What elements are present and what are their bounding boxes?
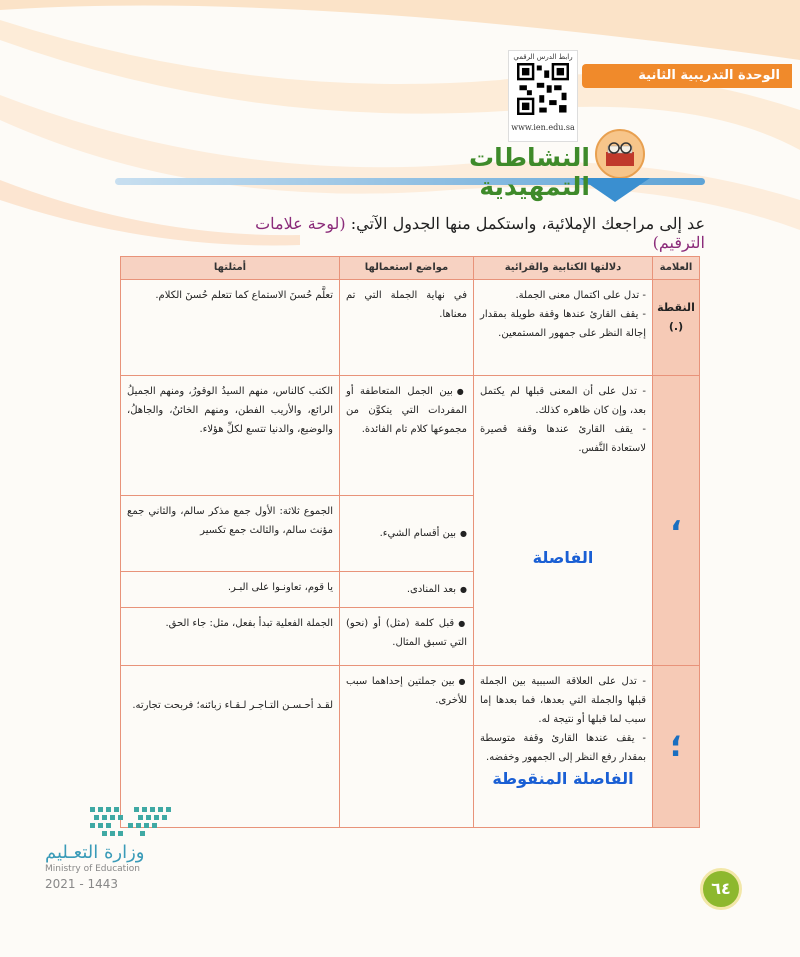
instruction-text: [200, 214, 705, 252]
section-title: النشاطات التمهيدية: [468, 143, 590, 201]
semicolon-meaning-1: - تدل على العلاقة السببية بين الجملة قبلها والجملة التي بعدها، فما بعدها إما سبب لما قبلها أو نتيجة له.: [480, 676, 646, 725]
semicolon-meaning: [474, 666, 653, 828]
table-row: [121, 280, 700, 376]
comma-example-2: الجموع ثلاثة: الأول جمع مذكر سالم، والثاني جمع مؤنث سالم، والثالث جمع تكسير: [121, 496, 340, 572]
ministry-name-ar: وزارة التعـليم: [45, 842, 145, 863]
comma-place-4-text: قبل كلمة (مثل) أو (نحو) التي تسبق المثال.: [346, 618, 467, 648]
comma-symbol: ،: [670, 502, 682, 538]
period-cell: [653, 280, 700, 376]
comma-place-2-text: بين أقسام الشيء.: [379, 528, 457, 539]
qr-card[interactable]: [508, 50, 578, 142]
period-meaning-1: - تدل على اكتمال معنى الجملة.: [515, 290, 646, 301]
period-name: النقطة: [657, 301, 695, 314]
bullet-icon: [455, 676, 467, 687]
period-meaning: [474, 280, 653, 376]
ministry-name-en: Ministry of Education: [45, 864, 140, 874]
semicolon-symbol: ؛: [670, 728, 682, 764]
table-row: [121, 376, 700, 496]
semicolon-cell: [653, 666, 700, 828]
page-number: ٦٤: [700, 868, 742, 910]
semicolon-name: الفاصلة المنقوطة: [492, 769, 634, 788]
header-examples: أمثلتها: [121, 257, 340, 280]
comma-name: الفاصلة: [532, 548, 594, 567]
comma-place-3-text: بعد المنادى.: [406, 584, 457, 595]
table-row: [121, 666, 700, 828]
header-mark: العلامة: [653, 257, 700, 280]
bullet-icon: [453, 386, 467, 397]
period-place: في نهاية الجملة التي تم معناها.: [340, 280, 474, 376]
comma-place-1-text: بين الجمل المتعاطفة أو المفردات التي يتكوَّن من مجموعها كلام تام الفائدة.: [346, 386, 467, 435]
comma-example-4: الجملة الفعلية تبدأ بفعل، مثل: جاء الحق.: [121, 608, 340, 666]
period-symbol: (.): [668, 320, 684, 333]
header-meaning: دلالتها الكتابية والقرائية: [474, 257, 653, 280]
unit-tab: الوحدة التدريبية الثانية: [582, 64, 792, 88]
ministry-logo-icon: [88, 805, 180, 839]
semicolon-place-text: بين جملتين إحداهما سبب للأخرى.: [346, 676, 467, 706]
bullet-icon: [456, 528, 467, 539]
header-place: مواضع استعمالها: [340, 257, 474, 280]
comma-example-1: الكتب كالناس، منهم السيدُ الوقورُ، ومنهم الجميلُ الرائع، والأريب الفطن، ومنهم الخائنُ، والجاهلُ، والوضيع، والدنيا تتسع لكلِّ هؤلاء.: [121, 376, 340, 496]
qr-code-icon: [517, 63, 569, 115]
period-meaning-2: - يقف القارئ عندها وقفة طويلة بمقدار إجالة النظر على جمهور المستمعين.: [480, 309, 646, 339]
comma-cell: [653, 376, 700, 666]
comma-meaning: [474, 376, 653, 666]
period-example: تعلَّم حُسنَ الاستماع كما تتعلم حُسنَ الكلام.: [121, 280, 340, 376]
instruction-highlight: (لوحة علامات الترقيم): [255, 214, 705, 252]
comma-meaning-1: - تدل على أن المعنى قبلها لم يكتمل بعد، وإن كان ظاهره كذلك.: [480, 386, 646, 416]
comma-place-2: [340, 496, 474, 572]
instruction-main: عد إلى مراجعك الإملائية، واستكمل منها الجدول الآتي:: [345, 214, 705, 233]
semicolon-place: [340, 666, 474, 828]
comma-example-3: يا قوم، تعاونـوا على البـر.: [121, 572, 340, 608]
comma-place-3: [340, 572, 474, 608]
qr-title: رابط الدرس الرقمي: [513, 53, 573, 61]
books-glasses-icon: [590, 128, 650, 180]
table-header-row: [121, 257, 700, 280]
funnel-marker: [580, 178, 650, 202]
qr-url: www.ien.edu.sa: [511, 123, 575, 132]
bullet-icon: [454, 618, 467, 629]
comma-meaning-2: - يقف القارئ عندها وقفة قصيرة لاستعادة النَّفس.: [480, 424, 646, 454]
punctuation-table: [120, 256, 700, 828]
semicolon-example: لقـد أحـسـن التـاجـر لـقـاء زبائنه؛ فربحت تجارته.: [121, 666, 340, 828]
semicolon-meaning-2: - يقف عندها القارئ وقفة متوسطة بمقدار رفع النظر إلى الجمهور وخفضه.: [480, 733, 646, 763]
edition-year: 2021 - 1443: [45, 877, 119, 891]
bullet-icon: [456, 584, 467, 595]
comma-place-1: [340, 376, 474, 496]
comma-place-4: [340, 608, 474, 666]
